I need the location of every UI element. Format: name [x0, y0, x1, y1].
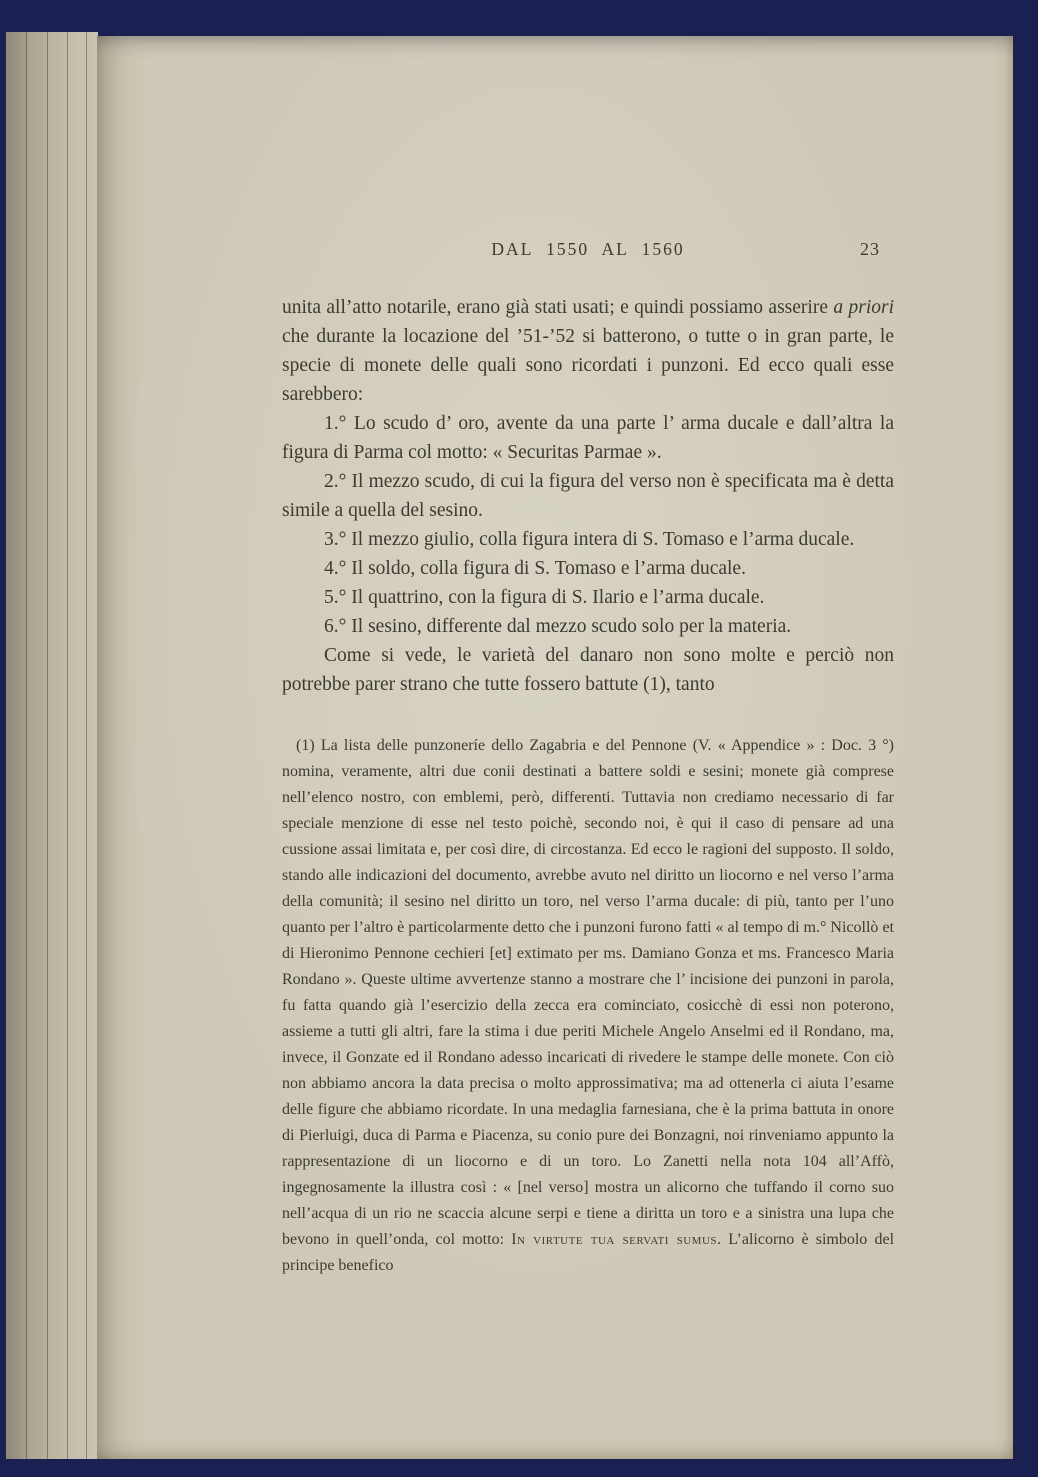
text-run: . L’alicorno è simbolo del principe benefico — [282, 1231, 895, 1274]
paragraph — [282, 554, 894, 583]
text-column — [282, 239, 894, 1279]
text-run: In virtute tua servati sumus — [511, 1231, 718, 1248]
paragraph — [282, 612, 894, 641]
text-run: 6.° Il sesino, differente dal mezzo scudo solo per la materia. — [324, 616, 792, 637]
page-edges — [6, 32, 98, 1459]
text-run: Come si vede, le varietà del danaro non sono molte e perciò non potrebbe parer strano che tutte fossero battute (1), tanto — [282, 645, 894, 695]
paragraph — [282, 409, 894, 467]
paragraph — [282, 293, 894, 409]
book-page — [97, 36, 1013, 1459]
text-run: 4.° Il soldo, colla figura di S. Tomaso e l’arma ducale. — [324, 558, 746, 579]
text-run: 2.° Il mezzo scudo, di cui la figura del verso non è specificata ma è detta simile a quella del sesino. — [282, 471, 894, 521]
paragraph — [282, 583, 894, 612]
text-run: che durante la locazione del ’51-’52 si batterono, o tutte o in gran parte, le specie di monete delle quali sono ricordati i punzoni. Ed ecco quali esse sarebbero: — [282, 326, 894, 405]
text-run: (1) La lista delle punzoneríe dello Zagabria e del Pennone (V. « Appendice » : Doc. 3 °) nomina, veramente, altri due conii destinati a battere soldi e sesini; monete già comprese nell’elenco nostro, con emblemi, però, differenti. Tuttavia non crediamo necessario di far speciale menzione di esse nel testo poichè, secondo noi, è qui il caso di pensare ad una cussione assai limitata e, per così dire, di circostanza. Ed ecco le ragioni del supposto. Il soldo, stando alle indicazioni del documento, avrebbe avuto nel diritto un liocorno e nel verso l’arma della comunità; il sesino nel diritto un toro, nel verso l’arma ducale: di più, tanto per l’uno quanto per l’altro è particolarmente detto che i punzoni furono fatti « al tempo di m.° Nicollò et di Hieronimo Pennone cechieri [et] extimato per ms. Damiano Gonza et ms. Francesco Maria Rondano ». Queste ultime avvertenze stanno a mostrare che l’ incisione dei punzoni in parola, fu fatta quando già l’esercizio della zecca era cominciato, cosicchè di essi non poterono, assieme a tutti gli altri, fare la stima i due periti Michele Angelo Anselmi ed il Rondano, ma, invece, il Gonzate ed il Rondano adesso incaricati di rivedere le stampe delle monete. Con ciò non abbiamo ancora la data precisa o molto approssimativa; ma ad ottenerla ci aiuta l’esame delle figure che abbiamo ricordate. In una medaglia farnesiana, che è la prima battuta in onore di Pierluigi, duca di Parma e Piacenza, su conio pure dei Bonzagni, noi rinveniamo appunto la rappresentazione di un liocorno e di un toro. Lo Zanetti nella nota 104 all’Affò, ingegnosamente la illustra così : « [nel verso] mostra un alicorno che tuffando il corno suo nell’acqua di un rio ne scaccia alcune serpi e tiene a diritta un toro e a sinistra una lupa che bevono in quell’onda, col motto: — [282, 737, 894, 1248]
page-edge — [6, 32, 27, 1459]
page-number: 23 — [860, 239, 880, 259]
running-title: DAL 1550 AL 1560 — [491, 239, 685, 259]
paragraph — [282, 467, 894, 525]
page-edge — [48, 32, 68, 1459]
text-run: unita all’atto notarile, erano già stati usati; e quindi possiamo asserire — [282, 297, 834, 318]
paragraph — [282, 525, 894, 554]
page-edge — [27, 32, 48, 1459]
page-header — [282, 239, 894, 269]
paragraph — [282, 733, 894, 1279]
body-text — [282, 293, 894, 699]
text-run: a priori — [833, 297, 894, 318]
page-edge — [68, 32, 87, 1459]
text-run: 5.° Il quattrino, con la figura di S. Ilario e l’arma ducale. — [324, 587, 765, 608]
paragraph — [282, 641, 894, 699]
text-run: 1.° Lo scudo d’ oro, avente da una parte l’ arma ducale e dall’altra la figura di Parma col motto: « Securitas Parmae ». — [282, 413, 894, 463]
text-run: 3.° Il mezzo giulio, colla figura intera di S. Tomaso e l’arma ducale. — [324, 529, 855, 550]
footnote — [282, 733, 894, 1279]
